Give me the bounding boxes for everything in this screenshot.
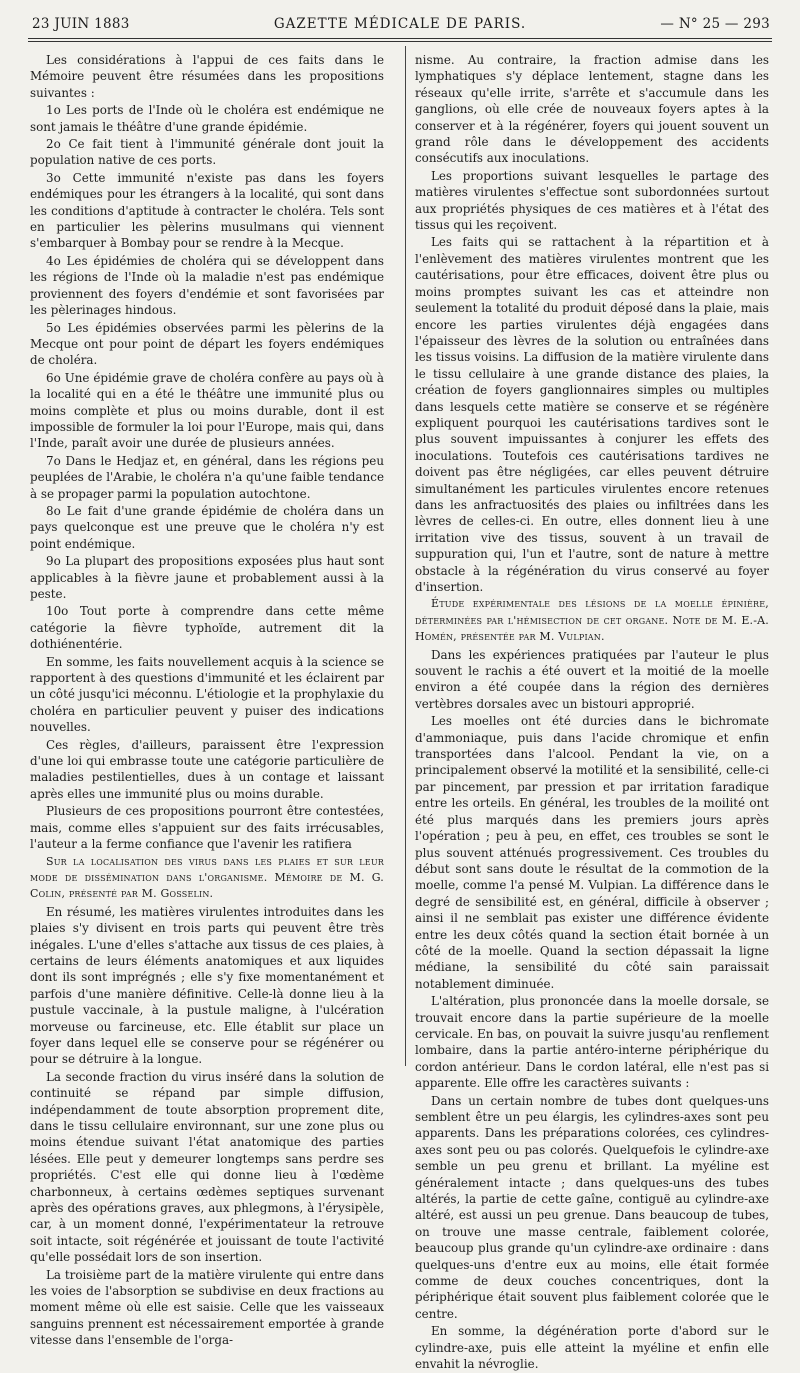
- page-header: [24, 16, 776, 38]
- paragraph-moelles: Les moelles ont été durcies dans le bichromate d'ammoniaque, puis dans l'acide chromique et enfin transportées dans l'alcool. Pendant la vie, on a principalement observé la motilité et la sensibilité, celle-ci par pincement, par pression et par irritation faradique entre les orteils. En général, les troubles de la moilité ont été plus marqués dans les premiers jours après l'opération ; peu à peu, en effet, ces troubles se sont le plus souvent atténués progressivement. Ces troubles du début sont sans doute le résultat de la commotion de la moelle, comme l'a pensé M. Vulpian. La différence dans le degré de sensibilité est, en général, difficile à observer ; ainsi il ne semblait pas exister une différence évidente entre les deux côtés quand la section était bornée à un côté de la moelle. Quand la section dépassait la ligne médiane, la sensibilité du côté sain paraissait notablement diminuée.: [415, 714, 769, 991]
- paragraph-virus-3: La troisième part de la matière virulente qui entre dans les voies de l'absorption se subdivise en deux fractions au moment même où elle est saisie. Celle que les vaisseaux sanguins prennent est nécessairement emportée à grande vitesse dans l'ensemble de l'orga-: [30, 1267, 384, 1348]
- proposition-2: 2o Ce fait tient à l'immunité générale dont jouit la population native de ces ports.: [30, 137, 384, 168]
- header-rule: [28, 38, 772, 39]
- paragraph-continued: nisme. Au contraire, la fraction admise dans les lymphatiques s'y déplace lentement, stagne dans les réseaux qu'elle irrite, s'arrête et s'accumule dans les ganglions, où elle crée de nouveaux foyers aptes à la conserver et à la régénérer, foyers qui jouent souvent un grand rôle dans le développement des accidents consécutifs aux inoculations.: [415, 53, 769, 166]
- paragraph-final: En somme, la dégénération porte d'abord sur le cylindre-axe, puis elle atteint la myéline et enfin elle envahit la névroglie.: [415, 1324, 769, 1372]
- paragraph-conclusion: Plusieurs de ces propositions pourront être contestées, mais, comme elles s'appuient sur des faits irrécusables, l'auteur a la ferme confiance que l'avenir les ratifiera: [30, 804, 384, 852]
- paragraph-tubes: Dans un certain nombre de tubes dont quelques-uns semblent être un peu élargis, les cylindres-axes sont peu apparents. Dans les préparations colorées, ces cylindres-axes sont peu ou pas colorés. Quelquefois le cylindre-axe semble un peu grenu et brillant. La myéline est généralement intacte ; dans quelques-uns des tubes altérés, la partie de cette gaîne, contiguë au cylindre-axe altéré, est aussi un peu grenue. Dans beaucoup de tubes, on trouve une masse centrale, faiblement colorée, beaucoup plus grande qu'un cylindre-axe ordinaire : dans quelques-uns d'entre eux au moins, elle était formée comme de deux couches concentriques, dont la périphérique était souvent plus faiblement colorée que le centre.: [415, 1093, 769, 1321]
- proposition-6: 6o Une épidémie grave de choléra confère au pays où à la localité qui en a été le théâtre une immunité plus ou moins complète et plus ou moins durable, dont il est impossible de formuler la loi pour l'Europe, mais qui, dans l'Inde, paraît avoir une durée de plusieurs années.: [30, 370, 384, 451]
- paragraph-proportions: Les proportions suivant lesquelles le partage des matières virulentes s'effectue sont subordonnées surtout aux propriétés physiques de ces matières et à l'état des tissus qui les reçoivent.: [415, 168, 769, 233]
- paragraph-experiments: Dans les expériences pratiquées par l'auteur le plus souvent le rachis a été ouvert et la moitié de la moelle environ a été coupée dans la région des dernières vertèbres dorsales avec un bistouri approprié.: [415, 647, 769, 711]
- proposition-4: 4o Les épidémies de choléra qui se développent dans les régions de l'Inde où la maladie n'est pas endémique proviennent des foyers d'endémie et sont favorisées par les pèlerinages hindous.: [30, 253, 384, 318]
- header-date: 23 JUIN 1883: [32, 16, 130, 32]
- proposition-7: 7o Dans le Hedjaz et, en général, dans les régions peu peuplées de l'Arabie, le choléra n'a qu'une faible tendance à se propager parmi la population autochtone.: [30, 453, 384, 501]
- journal-title: GAZETTE MÉDICALE DE PARIS.: [273, 16, 527, 32]
- paragraph-virus-2: La seconde fraction du virus inséré dans la solution de continuité se répand par simple diffusion, indépendamment de toute absorption proprement dite, dans le tissu cellulaire environnant, sur une zone plus ou moins étendue suivant l'état anatomique des parties lésées. Elle peut y demeurer longtemps sans perdre ses propriétés. C'est elle qui donne lieu à l'œdème charbonneux, à certains œdèmes septiques survenant après des opérations graves, aux phlegmons, à l'érysipèle, car, à un moment donné, l'expérimentateur la retrouve soit intacte, soit régénérée et jouissant de toute l'activité qu'elle possédait lors de son insertion.: [30, 1069, 384, 1265]
- proposition-3: 3o Cette immunité n'existe pas dans les foyers endémiques pour les étrangers à la localité, qui sont dans les conditions d'aptitude à contracter le choléra. Tels sont en particulier les pèlerins musulmans qui viennent s'embarquer à Bombay pour se rendre à la Mecque.: [30, 170, 384, 251]
- left-column: [30, 52, 384, 1348]
- proposition-10: 10o Tout porte à comprendre dans cette même catégorie la fièvre typhoïde, autrement dit la dothiénentérie.: [30, 604, 384, 652]
- paragraph-virus-1: En résumé, les matières virulentes introduites dans les plaies s'y divisent en trois parts qui peuvent être très inégales. L'une d'elles s'attache aux tissus de ces plaies, à certains de leurs éléments anatomiques et aux liquides dont ils sont imprégnés ; elle s'y fixe momentanément et parfois d'une manière définitive. Celle-là donne lieu à la pustule vaccinale, à la pustule maligne, à l'ulcération morveuse ou farcineuse, etc. Elle établit sur place un foyer dans lequel elle se conserve pour se régénérer ou pour se détruire à la longue.: [30, 904, 384, 1067]
- right-column: [415, 52, 769, 1372]
- paragraph-alteration: L'altération, plus prononcée dans la moelle dorsale, se trouvait encore dans la partie supérieure de la moelle cervicale. En bas, on pouvait la suivre jusqu'au renflement lombaire, dans la partie antéro-interne périphérique du cordon antérieur. Dans le cordon latéral, elle n'est pas si apparente. Elle offre les caractères suivants :: [415, 994, 769, 1091]
- proposition-5: 5o Les épidémies observées parmi les pèlerins de la Mecque ont pour point de départ les foyers endémiques de choléra.: [30, 320, 384, 368]
- proposition-1: 1o Les ports de l'Inde où le choléra est endémique ne sont jamais le théâtre d'une grande épidémie.: [30, 103, 384, 134]
- page-number: — N° 25 — 293: [660, 16, 770, 32]
- paragraph-cauterisations: Les faits qui se rattachent à la répartition et à l'enlèvement des matières virulentes montrent que les cautérisations, pour être efficaces, doivent être plus ou moins promptes suivant les cas et atteindre non seulement la totalité du produit déposé dans la plaie, mais encore les parties virulentes déjà engagées dans l'épaisseur des lèvres de la solution ou entraînées dans les tissus voisins. La diffusion de la matière virulente dans le tissu cellulaire à une grande distance des plaies, la création de foyers ganglionnaires simples ou multiples dans lesquels cette matière se conserve et se régénère expliquent pourquoi les cautérisations tardives sont le plus souvent impuissantes à conjurer les effets des inoculations. Toutefois ces cautérisations tardives ne doivent pas être négligées, car elles peuvent détruire simultanément les particules virulentes encore retenues dans les anfractuosités des plaies ou infiltrées dans les lèvres de celles-ci. En outre, elles donnent lieu à une irritation vive des tissus, souvent à un travail de suppuration qui, l'un et l'autre, sont de nature à mettre obstacle à la régénération du virus conservé au foyer d'insertion.: [415, 235, 769, 594]
- paragraph-intro: Les considérations à l'appui de ces faits dans le Mémoire peuvent être résumées dans les propositions suivantes :: [30, 53, 384, 100]
- paragraph-rules: Ces règles, d'ailleurs, paraissent être l'expression d'une loi qui embrasse toute une catégorie particulière de maladies pestilentielles, dues à un contage et laissant après elles une immunité plus ou moins durable.: [30, 737, 384, 801]
- section-heading-colin: Sur la localisation des virus dans les plaies et sur leur mode de dissémination dans l'organisme. Mémoire de M. G. Colin, présenté par M. Gosselin.: [30, 854, 384, 901]
- column-divider: [405, 46, 406, 1066]
- proposition-8: 8o Le fait d'une grande épidémie de choléra dans un pays quelconque est une preuve que le choléra n'y est point endémique.: [30, 503, 384, 551]
- header-rule-double: [28, 41, 772, 42]
- paragraph-summary: En somme, les faits nouvellement acquis à la science se rapportent à des questions d'immunité et les éclairent par un côté jusqu'ici méconnu. L'étiologie et la prophylaxie du choléra en particulier peuvent y puiser des indications nouvelles.: [30, 654, 384, 735]
- proposition-9: 9o La plupart des propositions exposées plus haut sont applicables à la fièvre jaune et probablement aussi à la peste.: [30, 554, 384, 601]
- section-heading-homen: Étude expérimentale des lésions de la moelle épinière, déterminées par l'hémisection de cet organe. Note de M. E.-A. Homén, présentée par M. Vulpian.: [415, 597, 769, 644]
